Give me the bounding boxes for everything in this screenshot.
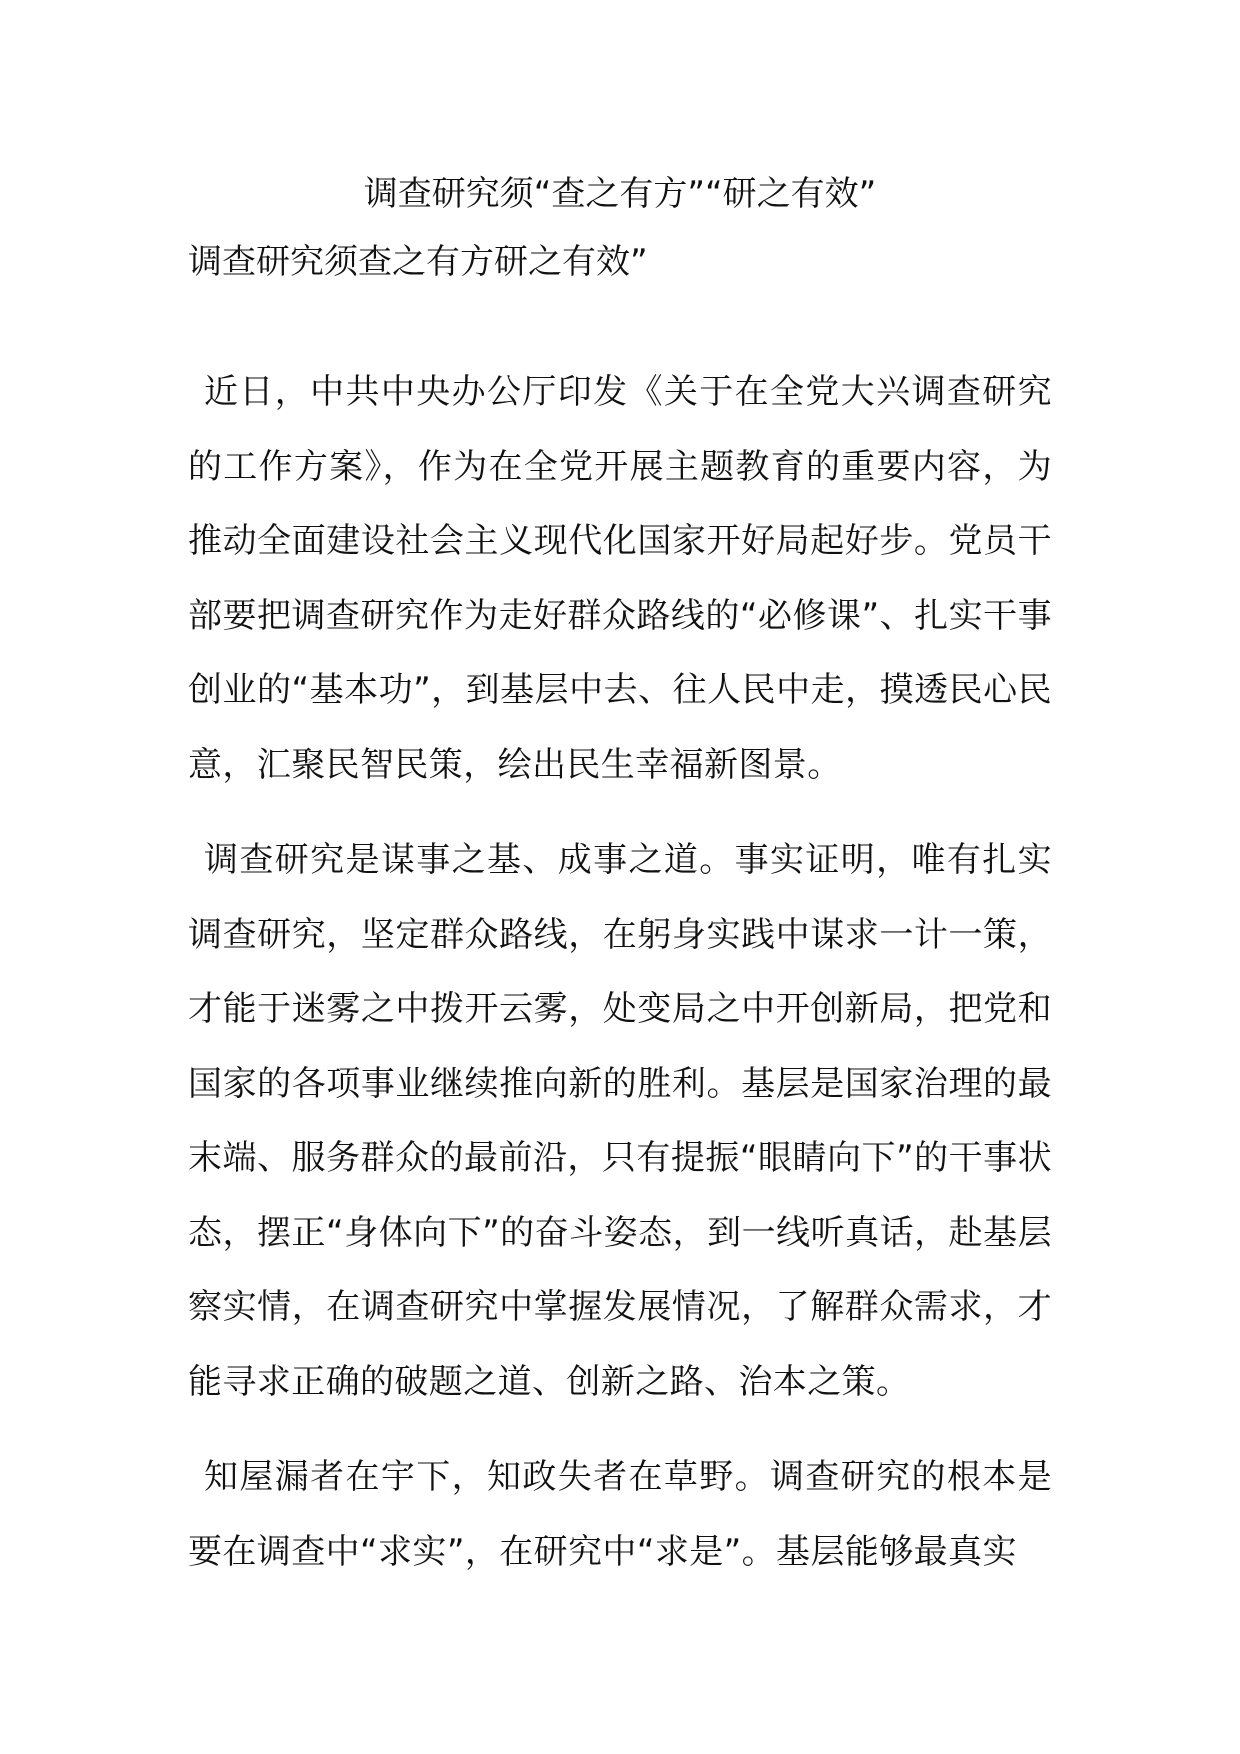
document-subtitle: 调查研究须查之有方研之有效” [188,242,648,282]
paragraph-3: 知屋漏者在宇下，知政失者在草野。调查研究的根本是要在调查中“求实”，在研究中“求是”。基层能够最真实 [188,1457,1052,1572]
paragraph-1: 近日，中共中央办公厅印发《关于在全党大兴调查研究的工作方案》，作为在全党开展主题教育的重要内容，为推动全面建设社会主义现代化国家开好局起好步。党员干部要把调查研究作为走好群众路线的“必修课”、扎实干事创业的“基本功”，到基层中去、往人民中走，摸透民心民意，汇聚民智民策，绘出民生幸福新图景。 [188,372,1052,785]
document-title: 调查研究须“查之有方”“研之有效” [363,174,877,214]
document-body [188,355,1052,1610]
paragraph-2: 调查研究是谋事之基、成事之道。事实证明，唯有扎实调查研究，坚定群众路线，在躬身实践中谋求一计一策，才能于迷雾之中拨开云雾，处变局之中开创新局，把党和国家的各项事业继续推向新的胜利。基层是国家治理的最末端、服务群众的最前沿，只有提振“眼睛向下”的干事状态，摆正“身体向下”的奋斗姿态，到一线听真话，赴基层察实情，在调查研究中掌握发展情况，了解群众需求，才能寻求正确的破题之道、创新之路、治本之策。 [188,840,1052,1402]
